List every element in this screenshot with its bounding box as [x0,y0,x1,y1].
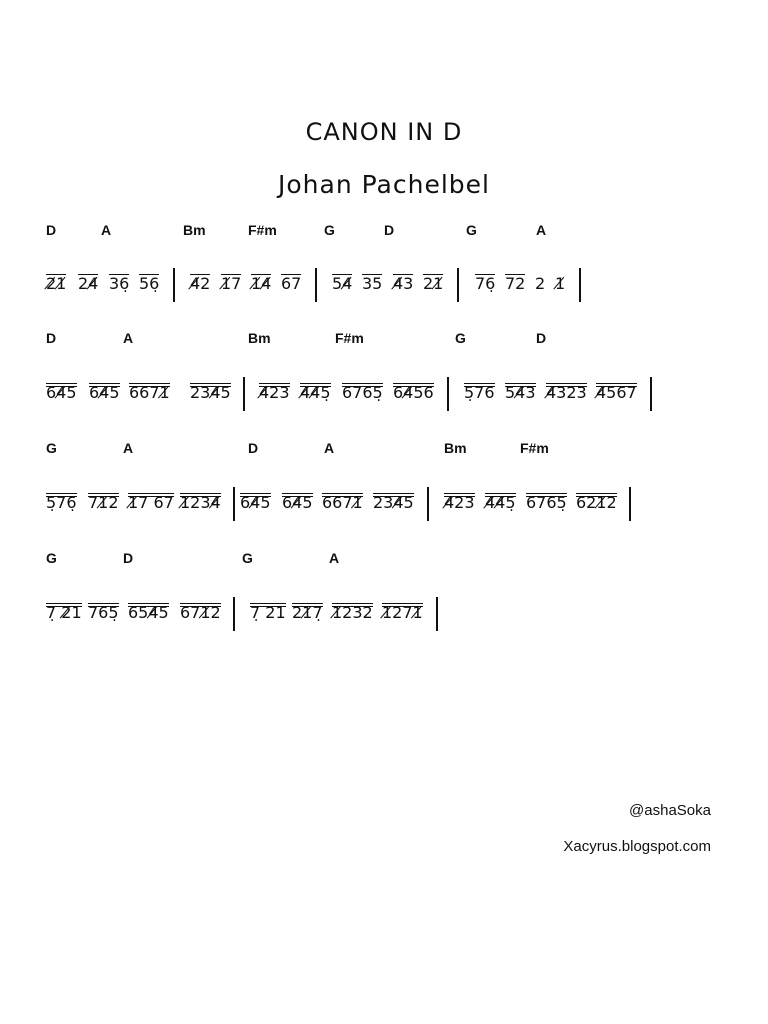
note-group: 6671̸ [322,493,363,512]
note-group: 4̸4̸5̣ [300,383,331,402]
note-group: 4̸3 [393,274,414,293]
chord: A [123,330,134,346]
note-group: 2̸1̸ [46,274,67,293]
note-group: 2 [535,274,546,293]
note-group: 5̣76 [464,383,495,402]
chord: G [466,222,477,238]
bar-line [233,487,235,521]
chord: D [248,440,259,456]
chord: G [324,222,335,238]
note-group: 67 [281,274,302,293]
bar-line [629,487,631,521]
note-group: 4̸567 [596,383,637,402]
credit-handle: @ashaSoka [629,802,711,819]
note-group: 64̸5 [282,493,313,512]
note-group: 1̸ [555,274,566,293]
note-group: 64̸5 [240,493,271,512]
note-group: 72 [505,274,526,293]
note-group: 64̸56 [393,383,434,402]
chord: A [329,550,340,566]
note-group: 7̣ 21 [250,603,286,622]
credit-site: Xacyrus.blogspot.com [563,838,711,855]
note-group: 4̸2 [190,274,211,293]
note-group: 54̸3 [505,383,536,402]
chord: F#m [520,440,549,456]
note-group: 234̸5 [190,383,231,402]
note-group: 5̣76̣ [46,493,77,512]
bar-line [650,377,652,411]
chord-row-4 [0,550,768,570]
note-group: 1̸4̸ [251,274,272,293]
chord: D [46,222,57,238]
bar-line [579,268,581,302]
note-group: 6671̸ [129,383,170,402]
composer-name: Johan Pachelbel [277,170,490,199]
note-group: 24̸ [78,274,99,293]
note-group: 621̸2 [576,493,617,512]
bar-line [173,268,175,302]
note-group: 21̸ [423,274,444,293]
note-group: 6765̣ [526,493,567,512]
note-group: 35 [362,274,383,293]
bar-line [243,377,245,411]
note-group: 6765̣ [342,383,383,402]
notes-row-1 [0,268,768,308]
note-group: 76̣ [475,274,496,293]
chord: G [242,550,253,566]
chord: G [455,330,466,346]
chord-row-2 [0,330,768,350]
note-group: 71̸2 [88,493,119,512]
bar-line [427,487,429,521]
note-group: 7̣ 2̸1 [46,603,82,622]
note-group: 4̸23 [444,493,475,512]
note-group: 36̣ [109,274,130,293]
note-group: 56̣ [139,274,160,293]
note-group: 1̸7 67 [128,493,174,512]
chord: Bm [183,222,206,238]
note-group: 1̸7 [221,274,242,293]
chord: F#m [248,222,277,238]
chord-row-3 [0,440,768,460]
note-group: 765̣ [88,603,119,622]
bar-line [315,268,317,302]
chord: D [123,550,134,566]
chord: A [536,222,547,238]
chord: A [123,440,134,456]
note-group: 54̸ [332,274,353,293]
note-group: 4̸4̸5̣ [485,493,516,512]
chord: A [101,222,112,238]
note-group: 4̸23 [259,383,290,402]
bar-line [233,597,235,631]
chord: D [384,222,395,238]
note-group: 64̸5 [89,383,120,402]
note-group: 1̸234̸ [180,493,221,512]
chord: F#m [335,330,364,346]
chord: D [46,330,57,346]
chord: G [46,550,57,566]
note-group: 234̸5 [373,493,414,512]
notes-row-4 [0,597,768,637]
chord-row-1 [0,222,768,242]
chord: D [536,330,547,346]
notes-row-2 [0,377,768,417]
chord: Bm [444,440,467,456]
bar-line [436,597,438,631]
chord: A [324,440,335,456]
note-group: 4̸323 [546,383,587,402]
chord: G [46,440,57,456]
note-group: 671̸2 [180,603,221,622]
note-group: 1̸271̸ [382,603,423,622]
notes-row-3 [0,487,768,527]
page-title: CANON IN D [305,118,463,146]
note-group: 64̸5 [46,383,77,402]
note-group: 21̸7̣ [292,603,323,622]
bar-line [457,268,459,302]
note-group: 654̸5 [128,603,169,622]
note-group: 1̸232 [332,603,373,622]
bar-line [447,377,449,411]
chord: Bm [248,330,271,346]
